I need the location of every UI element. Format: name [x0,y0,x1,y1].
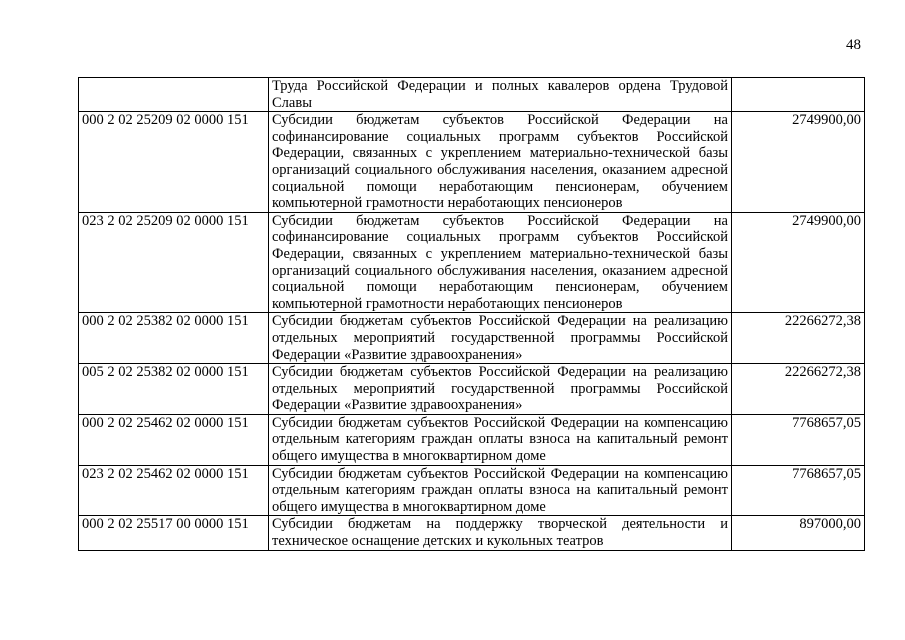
budget-code-cell: 023 2 02 25209 02 0000 151 [79,212,269,313]
table-row [79,516,865,550]
amount-cell [732,78,865,112]
table-row [79,414,865,465]
table-row [79,212,865,313]
revenue-name-cell: Субсидии бюджетам субъектов Российской Федерации на софинансирование социальных программ субъектов Российской Федерации, связанных с укреплением материально-технической базы организаций социального обслуживания населения, оказанием адресной социальной помощи неработающим пенсионерам, обучением компьютерной грамотности неработающих пенсионеров [269,112,732,213]
budget-code-cell: 000 2 02 25462 02 0000 151 [79,414,269,465]
budget-code-cell [79,78,269,112]
amount-cell: 22266272,38 [732,313,865,364]
page-number: 48 [846,37,861,53]
table-row [79,112,865,213]
revenue-name-cell: Субсидии бюджетам субъектов Российской Федерации на компенсацию отдельным категориям граждан оплаты взноса на капитальный ремонт общего имущества в многоквартирном доме [269,414,732,465]
table-row [79,465,865,516]
budget-code-cell: 000 2 02 25382 02 0000 151 [79,313,269,364]
table-row [79,313,865,364]
amount-cell: 897000,00 [732,516,865,550]
budget-code-cell: 023 2 02 25462 02 0000 151 [79,465,269,516]
amount-cell: 7768657,05 [732,414,865,465]
revenue-name-cell: Субсидии бюджетам субъектов Российской Федерации на компенсацию отдельным категориям граждан оплаты взноса на капитальный ремонт общего имущества в многоквартирном доме [269,465,732,516]
table-row [79,364,865,415]
revenue-name-cell: Субсидии бюджетам на поддержку творческой деятельности и техническое оснащение детских и кукольных театров [269,516,732,550]
amount-cell: 7768657,05 [732,465,865,516]
amount-cell: 2749900,00 [732,112,865,213]
amount-cell: 2749900,00 [732,212,865,313]
budget-revenue-table [78,77,865,551]
revenue-name-cell: Субсидии бюджетам субъектов Российской Федерации на софинансирование социальных программ субъектов Российской Федерации, связанных с укреплением материально-технической базы организаций социального обслуживания населения, оказанием адресной социальной помощи неработающим пенсионерам, обучением компьютерной грамотности неработающих пенсионеров [269,212,732,313]
revenue-name-cell: Субсидии бюджетам субъектов Российской Федерации на реализацию отдельных мероприятий государственной программы Российской Федерации «Развитие здравоохранения» [269,313,732,364]
revenue-name-cell: Субсидии бюджетам субъектов Российской Федерации на реализацию отдельных мероприятий государственной программы Российской Федерации «Развитие здравоохранения» [269,364,732,415]
budget-code-cell: 000 2 02 25517 00 0000 151 [79,516,269,550]
revenue-name-cell: Труда Российской Федерации и полных кавалеров ордена Трудовой Славы [269,78,732,112]
amount-cell: 22266272,38 [732,364,865,415]
table-row [79,78,865,112]
budget-code-cell: 005 2 02 25382 02 0000 151 [79,364,269,415]
budget-code-cell: 000 2 02 25209 02 0000 151 [79,112,269,213]
